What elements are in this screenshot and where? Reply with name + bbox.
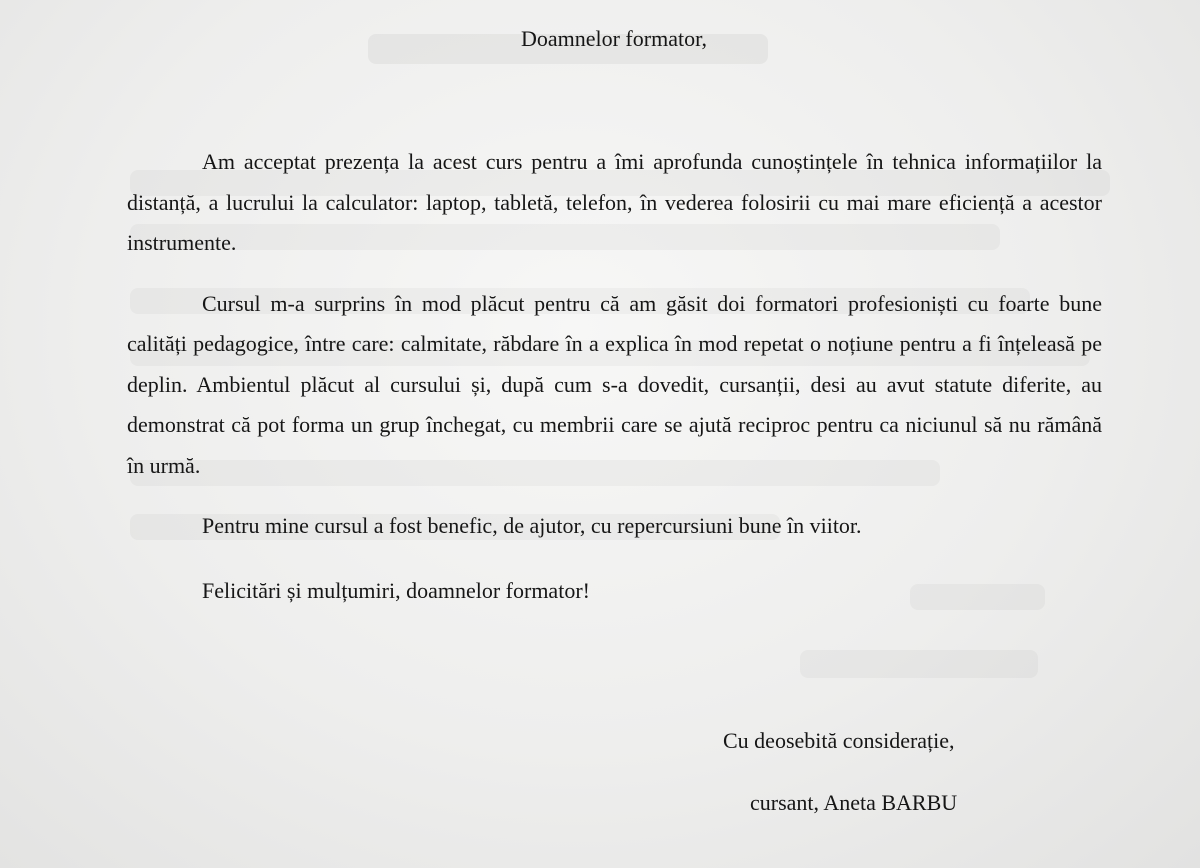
- letter-signature: cursant, Aneta BARBU: [750, 790, 958, 815]
- letter-paragraph-1: Am acceptat prezența la acest curs pentru a îmi aprofunda cunoștințele în tehnica informațiilor la distanță, a lucrului la calculator: laptop, tabletă, telefon, în vederea folosirii cu mai mare eficiență a acestor instrumente.: [127, 149, 1102, 255]
- letter-paragraph-2: Cursul m-a surprins în mod plăcut pentru că am găsit doi formatori profesioniști cu foarte bune calități pedagogice, între care: calmitate, răbdare în a explica în mod repetat o noțiune pentru a fi înțeleasă pe deplin. Ambientul plăcut al cursului și, după cum s-a dovedit, cursanții, desi au avut statute diferite, au demonstrat că pot forma un grup închegat, cu membrii care se ajută reciproc pentru ca niciunul să nu rămână în urmă.: [127, 290, 1102, 478]
- letter-paragraph-3: Pentru mine cursul a fost benefic, de ajutor, cu repercursiuni bune în viitor.: [202, 513, 862, 538]
- letter-closing: Cu deosebită considerație,: [723, 728, 955, 753]
- letter-body: [127, 142, 1102, 635]
- letter-salutation: Doamnelor formator,: [520, 26, 708, 51]
- letter-paragraph-4: Felicitări și mulțumiri, doamnelor formator!: [202, 577, 590, 603]
